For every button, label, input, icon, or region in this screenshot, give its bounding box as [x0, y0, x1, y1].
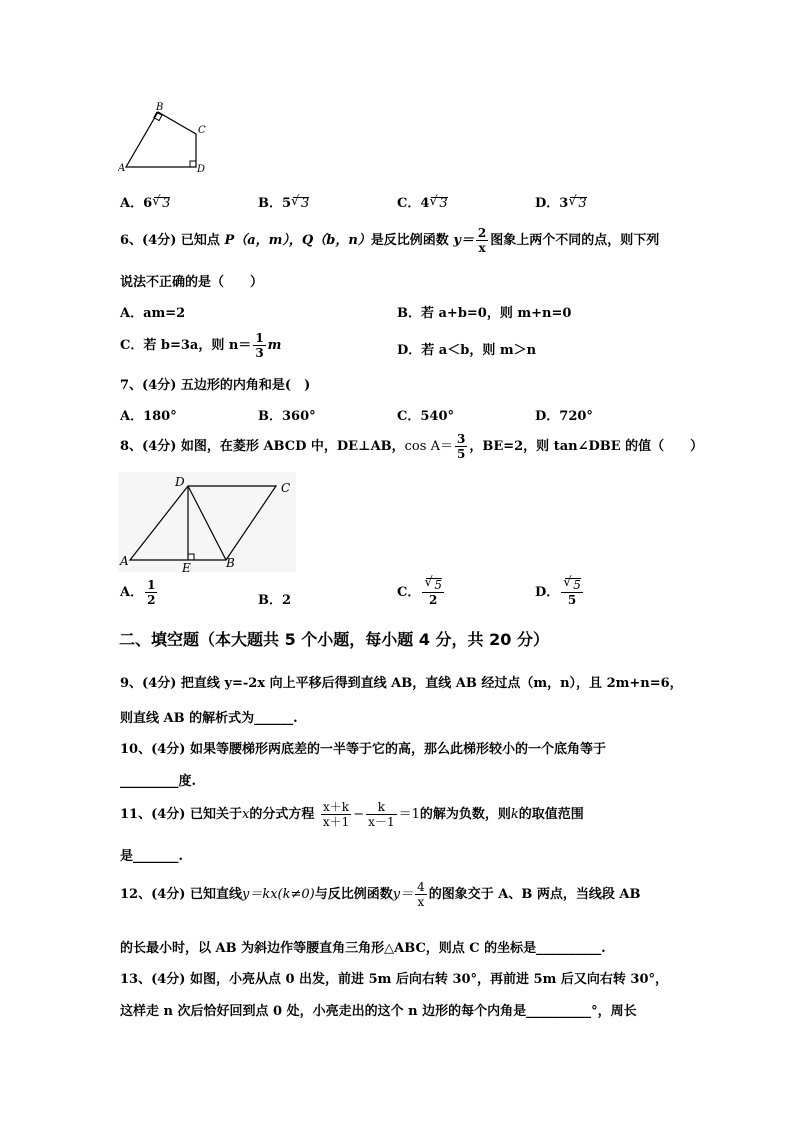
- q7-option-c[interactable]: C．540°: [397, 409, 454, 424]
- label-b: B: [226, 556, 235, 570]
- q10-line2: _________度.: [120, 774, 197, 789]
- q13-line1: 13、(4分) 如图，小亮从点 0 出发，前进 5m 后向右转 30°，再前进 5m 后又向右转 30°，: [120, 972, 668, 987]
- q5-option-b[interactable]: B．5√ 3: [258, 192, 309, 211]
- q13-line2: 这样走 n 次后恰好回到点 0 处，小亮走出的这个 n 边形的每个内角是__________°，周长: [120, 1004, 637, 1019]
- label-b: B: [156, 102, 164, 113]
- q8-option-a[interactable]: A． $\frac{1}{2}$: [120, 578, 156, 607]
- q7-option-b[interactable]: B．360°: [258, 409, 316, 424]
- label-c: C: [281, 481, 291, 495]
- label-e: E: [182, 561, 191, 572]
- rhombus-figure: [118, 472, 296, 572]
- q6-stem: 6、(4分) 已知点 P（a，m），Q（b，n）是反比例函数 y＝ $\frac{2}{x}$ 图象上两个不同的点，则下列: [120, 226, 660, 255]
- q5-option-d[interactable]: D．3√ 3: [535, 192, 587, 211]
- q6-option-c[interactable]: C．若 b=3a，则 n＝ $\frac{1}{3}$ m: [120, 331, 282, 360]
- label-a: A: [118, 163, 126, 174]
- quadrilateral-figure: [118, 100, 218, 175]
- q7-option-a[interactable]: A．180°: [120, 409, 177, 424]
- label-a: A: [120, 554, 129, 568]
- label-d: D: [175, 475, 185, 489]
- q9-line2: 则直线 AB 的解析式为______.: [120, 711, 298, 726]
- q11-line2: 是_______.: [120, 849, 184, 864]
- q6-option-b[interactable]: B．若 a+b=0，则 m+n=0: [397, 306, 572, 321]
- label-c: C: [198, 125, 206, 136]
- q5-option-a[interactable]: A．6√ 3: [120, 192, 170, 211]
- q6-option-a[interactable]: A．am=2: [120, 306, 186, 321]
- q8-option-b[interactable]: B．2: [258, 593, 292, 608]
- q5-option-c[interactable]: C．4√ 3: [397, 192, 448, 211]
- q10-line1: 10、(4分) 如果等腰梯形两底差的一半等于它的高，那么此梯形较小的一个底角等于: [120, 742, 606, 757]
- q7-stem: 7、(4分) 五边形的内角和是( ): [120, 378, 311, 393]
- q8-option-d[interactable]: D． √ $\frac{5}{5}$: [535, 578, 585, 607]
- q12-line2: 的长最小时，以 AB 为斜边作等腰直角三角形△ABC，则点 C 的坐标是__________.: [120, 941, 606, 956]
- q6-option-d[interactable]: D．若 a＜b，则 m＞n: [397, 343, 537, 358]
- q8-option-c[interactable]: C． √ $\frac{5}{2}$: [397, 578, 446, 607]
- label-d: D: [197, 164, 206, 175]
- q7-option-d[interactable]: D．720°: [535, 409, 593, 424]
- q11-stem: 11、(4分) 已知关于x的分式方程 $\frac{x+k}{x+1}$ − $\frac{k}{x-1}$ ＝1的解为负数，则k的取值范围: [120, 800, 584, 829]
- q9-line1: 9、(4分) 把直线 y=-2x 向上平移后得到直线 AB，直线 AB 经过点（m，n），且 2m+n=6，: [120, 676, 683, 691]
- q12-stem: 12、(4分) 已知直线y＝kx(k≠0)与反比例函数y＝ $\frac{4}{x}$ 的图象交于 A、B 两点，当线段 AB: [120, 880, 641, 909]
- section-heading: 二、填空题（本大题共 5 个小题，每小题 4 分，共 20 分）: [119, 630, 549, 649]
- q8-stem: 8、(4分) 如图，在菱形 ABCD 中，DE⊥AB，cos A＝ $\frac{3}{5}$ ，BE=2，则 tan∠DBE 的值（ ）: [120, 432, 704, 461]
- q6-stem-line2: 说法不正确的是（ ）: [120, 275, 264, 290]
